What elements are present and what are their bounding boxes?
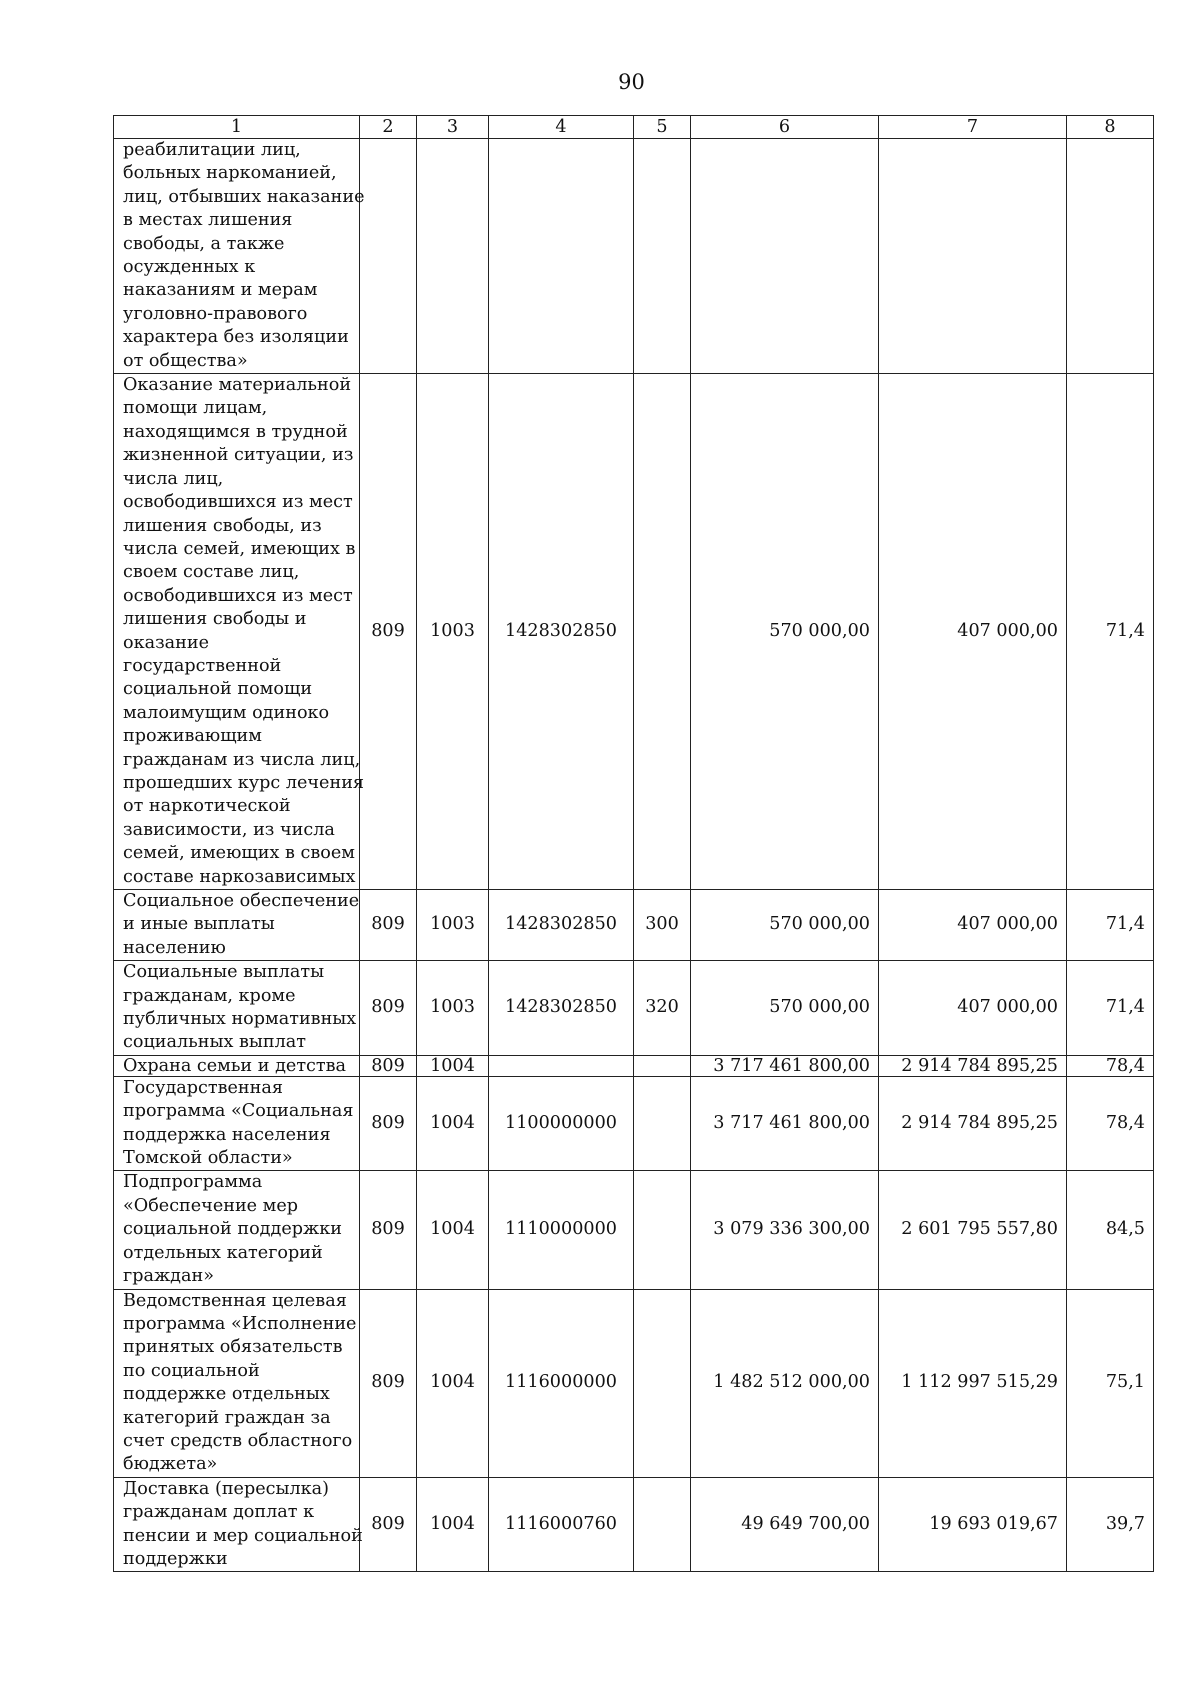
name-line: числа семей, имеющих в xyxy=(123,538,356,559)
name-line: пенсии и мер социальной xyxy=(123,1525,363,1546)
cell-section: 1004 xyxy=(417,1076,489,1171)
cell-grbs: 809 xyxy=(360,1055,417,1076)
name-line: по социальной xyxy=(123,1360,260,1381)
cell-percent: 71,4 xyxy=(1067,890,1154,961)
cell-actual-amount: 407 000,00 xyxy=(879,890,1067,961)
name-line: наказаниям и мерам xyxy=(123,280,318,301)
name-line: Государственная xyxy=(123,1077,283,1098)
name-line: свободы, а также xyxy=(123,233,285,254)
cell-target-item: 1428302850 xyxy=(489,961,634,1056)
cell-plan-amount: 570 000,00 xyxy=(691,374,879,890)
cell-actual-amount: 2 914 784 895,25 xyxy=(879,1055,1067,1076)
cell-plan-amount: 570 000,00 xyxy=(691,961,879,1056)
cell-percent: 75,1 xyxy=(1067,1289,1154,1477)
name-line: больных наркоманией, xyxy=(123,163,337,184)
cell-section: 1004 xyxy=(417,1289,489,1477)
column-number: 3 xyxy=(417,116,489,139)
name-line: социальной поддержки xyxy=(123,1219,342,1240)
cell-target-item: 1428302850 xyxy=(489,890,634,961)
name-line: оказание xyxy=(123,632,210,653)
cell-grbs: 809 xyxy=(360,374,417,890)
name-line: реабилитации лиц, xyxy=(123,140,301,160)
name-line: Ведомственная целевая xyxy=(123,1290,347,1311)
name-line: от наркотической xyxy=(123,796,291,817)
column-number: 6 xyxy=(691,116,879,139)
name-line: Доставка (пересылка) xyxy=(123,1478,330,1499)
cell-actual-amount: 407 000,00 xyxy=(879,374,1067,890)
name-line: отдельных категорий xyxy=(123,1242,323,1263)
column-number: 1 xyxy=(114,116,360,139)
cell-target-item: 1116000000 xyxy=(489,1289,634,1477)
cell-percent: 78,4 xyxy=(1067,1076,1154,1171)
table-row xyxy=(114,139,1154,374)
name-line: поддержке отдельных xyxy=(123,1384,330,1405)
cell-section: 1004 xyxy=(417,1055,489,1076)
name-line: малоимущим одиноко xyxy=(123,702,330,723)
cell-plan-amount: 3 717 461 800,00 xyxy=(691,1076,879,1171)
table-row xyxy=(114,961,1154,1056)
cell-name xyxy=(114,961,360,1056)
cell-target-item: 1110000000 xyxy=(489,1171,634,1289)
column-number: 5 xyxy=(634,116,691,139)
cell-section: 1003 xyxy=(417,374,489,890)
name-line: от общества» xyxy=(123,350,248,371)
name-line: зависимости, из числа xyxy=(123,819,335,840)
cell-name xyxy=(114,139,365,374)
name-line: принятых обязательств xyxy=(123,1337,343,1358)
name-line: семей, имеющих в своем xyxy=(123,843,355,864)
cell-grbs: 809 xyxy=(360,961,417,1056)
name-line: осужденных к xyxy=(123,257,256,278)
name-line: граждан» xyxy=(123,1266,214,1287)
name-line: счет средств областного xyxy=(123,1430,353,1451)
column-number: 4 xyxy=(489,116,634,139)
name-line: программа «Социальная xyxy=(123,1101,354,1122)
cell-section: 1003 xyxy=(417,890,489,961)
name-line: находящимся в трудной xyxy=(123,421,348,442)
cell-plan-amount: 3 079 336 300,00 xyxy=(691,1171,879,1289)
name-line: гражданам доплат к xyxy=(123,1502,315,1523)
cell-percent: 84,5 xyxy=(1067,1171,1154,1289)
name-line: числа лиц, xyxy=(123,468,224,489)
cell-grbs: 809 xyxy=(360,890,417,961)
table-row xyxy=(114,374,1154,890)
cell-target-item: 1428302850 xyxy=(489,374,634,890)
name-line: освободившихся из мест xyxy=(123,492,353,513)
cell-percent xyxy=(1067,139,1154,374)
name-line: жизненной ситуации, из xyxy=(123,445,354,466)
cell-section: 1004 xyxy=(417,1171,489,1289)
cell-expense-type xyxy=(634,374,691,890)
table-body xyxy=(114,116,1154,1572)
name-line: прошедших курс лечения xyxy=(123,772,365,793)
name-line: в местах лишения xyxy=(123,210,293,231)
cell-expense-type xyxy=(634,1477,691,1572)
table-row xyxy=(114,1477,1154,1572)
cell-expense-type xyxy=(634,1055,691,1076)
cell-percent: 71,4 xyxy=(1067,374,1154,890)
cell-plan-amount xyxy=(691,139,879,374)
cell-target-item: 1116000760 xyxy=(489,1477,634,1572)
table-row xyxy=(114,1289,1154,1477)
budget-table xyxy=(113,115,1154,1572)
name-line: гражданам из числа лиц, xyxy=(123,749,361,770)
table-row xyxy=(114,890,1154,961)
cell-expense-type xyxy=(634,1076,691,1171)
cell-target-item: 1100000000 xyxy=(489,1076,634,1171)
column-number: 2 xyxy=(360,116,417,139)
cell-percent: 39,7 xyxy=(1067,1477,1154,1572)
name-line: поддержка населения xyxy=(123,1124,331,1145)
name-line: составе наркозависимых xyxy=(123,866,356,887)
name-line: социальных выплат xyxy=(123,1032,307,1053)
cell-name xyxy=(114,374,365,890)
cell-name xyxy=(114,1171,360,1289)
name-line: населению xyxy=(123,937,226,958)
name-line: проживающим xyxy=(123,726,262,747)
name-line: Социальное обеспечение xyxy=(123,891,360,911)
cell-name xyxy=(114,1289,360,1477)
cell-target-item xyxy=(489,1055,634,1076)
cell-expense-type xyxy=(634,1171,691,1289)
cell-grbs xyxy=(360,139,417,374)
cell-plan-amount: 3 717 461 800,00 xyxy=(691,1055,879,1076)
name-line: государственной xyxy=(123,655,282,676)
cell-actual-amount: 2 914 784 895,25 xyxy=(879,1076,1067,1171)
name-line: «Обеспечение мер xyxy=(123,1195,299,1216)
name-line: помощи лицам, xyxy=(123,398,268,419)
name-line: лиц, отбывших наказание xyxy=(123,186,365,207)
name-line: поддержки xyxy=(123,1548,228,1569)
name-line: и иные выплаты xyxy=(123,914,275,935)
name-line: программа «Исполнение xyxy=(123,1313,357,1334)
cell-grbs: 809 xyxy=(360,1477,417,1572)
cell-section xyxy=(417,139,489,374)
name-line: характера без изоляции xyxy=(123,327,349,348)
cell-actual-amount: 2 601 795 557,80 xyxy=(879,1171,1067,1289)
column-number: 8 xyxy=(1067,116,1154,139)
name-line: публичных нормативных xyxy=(123,1009,357,1030)
name-line: Социальные выплаты xyxy=(123,962,325,983)
cell-section: 1004 xyxy=(417,1477,489,1572)
cell-name xyxy=(114,1477,363,1572)
cell-expense-type: 320 xyxy=(634,961,691,1056)
cell-actual-amount: 19 693 019,67 xyxy=(879,1477,1067,1572)
cell-percent: 78,4 xyxy=(1067,1055,1154,1076)
cell-grbs: 809 xyxy=(360,1171,417,1289)
cell-actual-amount: 407 000,00 xyxy=(879,961,1067,1056)
name-line: Охрана семьи и детства xyxy=(123,1055,347,1076)
cell-expense-type xyxy=(634,139,691,374)
name-line: лишения свободы, из xyxy=(123,515,322,536)
name-line: уголовно-правового xyxy=(123,303,308,324)
cell-section: 1003 xyxy=(417,961,489,1056)
cell-grbs: 809 xyxy=(360,1289,417,1477)
cell-actual-amount: 1 112 997 515,29 xyxy=(879,1289,1067,1477)
name-line: бюджета» xyxy=(123,1454,218,1475)
column-number-row xyxy=(114,116,1154,139)
table-row xyxy=(114,1055,1154,1076)
table-row xyxy=(114,1171,1154,1289)
cell-name xyxy=(114,1076,360,1171)
page-number: 90 xyxy=(618,70,645,94)
cell-actual-amount xyxy=(879,139,1067,374)
cell-name xyxy=(114,890,360,961)
name-line: Томской области» xyxy=(123,1148,293,1169)
cell-percent: 71,4 xyxy=(1067,961,1154,1056)
name-line: Подпрограмма xyxy=(123,1172,263,1193)
name-line: гражданам, кроме xyxy=(123,985,296,1006)
name-line: лишения свободы и xyxy=(123,609,307,630)
name-line: своем составе лиц, xyxy=(123,562,300,583)
table-row xyxy=(114,1076,1154,1171)
cell-plan-amount: 1 482 512 000,00 xyxy=(691,1289,879,1477)
name-line: Оказание материальной xyxy=(123,375,352,396)
cell-expense-type xyxy=(634,1289,691,1477)
cell-expense-type: 300 xyxy=(634,890,691,961)
name-line: категорий граждан за xyxy=(123,1407,331,1428)
cell-plan-amount: 570 000,00 xyxy=(691,890,879,961)
cell-grbs: 809 xyxy=(360,1076,417,1171)
cell-plan-amount: 49 649 700,00 xyxy=(691,1477,879,1572)
column-number: 7 xyxy=(879,116,1067,139)
name-line: освободившихся из мест xyxy=(123,585,353,606)
name-line: социальной помощи xyxy=(123,679,313,700)
cell-target-item xyxy=(489,139,634,374)
cell-name xyxy=(114,1055,360,1076)
